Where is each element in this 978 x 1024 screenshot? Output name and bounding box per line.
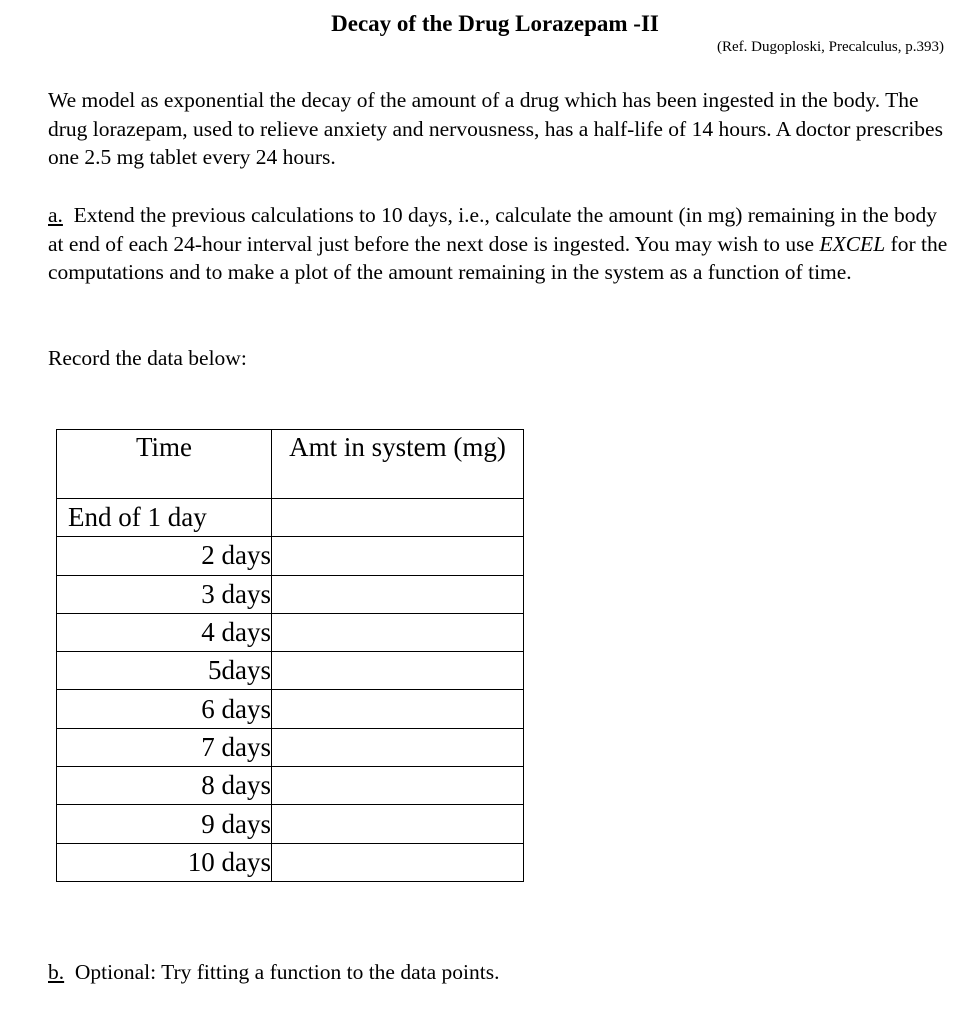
amount-cell[interactable] — [272, 728, 524, 766]
amount-cell[interactable] — [272, 690, 524, 728]
time-cell: 7 days — [57, 728, 272, 766]
amount-cell[interactable] — [272, 499, 524, 537]
table-row — [57, 843, 524, 881]
table-header-row — [57, 430, 524, 499]
amount-cell[interactable] — [272, 652, 524, 690]
table-row — [57, 537, 524, 575]
table-row — [57, 690, 524, 728]
time-cell: 8 days — [57, 767, 272, 805]
part-a-emphasis: EXCEL — [819, 231, 886, 256]
amount-cell[interactable] — [272, 537, 524, 575]
part-b-label: b. — [48, 960, 65, 984]
time-cell: 3 days — [57, 575, 272, 613]
amount-cell[interactable] — [272, 843, 524, 881]
part-a-paragraph — [48, 201, 948, 287]
time-cell: 5days — [57, 652, 272, 690]
time-cell: 10 days — [57, 843, 272, 881]
part-b-paragraph — [48, 958, 948, 987]
table-row — [57, 767, 524, 805]
part-a-text-before: Extend the previous calculations to 10 days, i.e., calculate the amount (in mg) remaining in the body at end of each 24-hour interval just before the next dose is ingested. You may wish to use — [48, 203, 938, 256]
record-prompt: Record the data below: — [48, 346, 247, 370]
data-table — [56, 429, 524, 882]
amount-cell[interactable] — [272, 805, 524, 843]
amount-cell[interactable] — [272, 767, 524, 805]
column-header-amount: Amt in system (mg) — [272, 430, 524, 499]
time-cell: 6 days — [57, 690, 272, 728]
time-cell: 4 days — [57, 613, 272, 651]
time-cell: End of 1 day — [57, 499, 272, 537]
part-a-text-after: for the computations and to make a plot of the amount remaining in the system as a function of time. — [48, 231, 948, 284]
time-cell: 9 days — [57, 805, 272, 843]
part-a-label: a. — [48, 203, 63, 227]
table-row — [57, 805, 524, 843]
table-row — [57, 499, 524, 537]
table-row — [57, 575, 524, 613]
table-row — [57, 728, 524, 766]
part-b-text: Optional: Try fitting a function to the data points. — [74, 960, 500, 984]
amount-cell[interactable] — [272, 575, 524, 613]
time-cell: 2 days — [57, 537, 272, 575]
table-row — [57, 613, 524, 651]
amount-cell[interactable] — [272, 613, 524, 651]
page-title: Decay of the Drug Lorazepam -II — [331, 11, 659, 36]
intro-paragraph: We model as exponential the decay of the amount of a drug which has been ingested in the body. The drug lorazepam, used to relieve anxiety and nervousness, has a half-life of 14 hours. A doctor prescribes one 2.5 mg tablet every 24 hours. — [48, 88, 943, 169]
table-row — [57, 652, 524, 690]
reference-citation: (Ref. Dugoploski, Precalculus, p.393) — [716, 39, 944, 55]
column-header-time: Time — [57, 430, 272, 499]
